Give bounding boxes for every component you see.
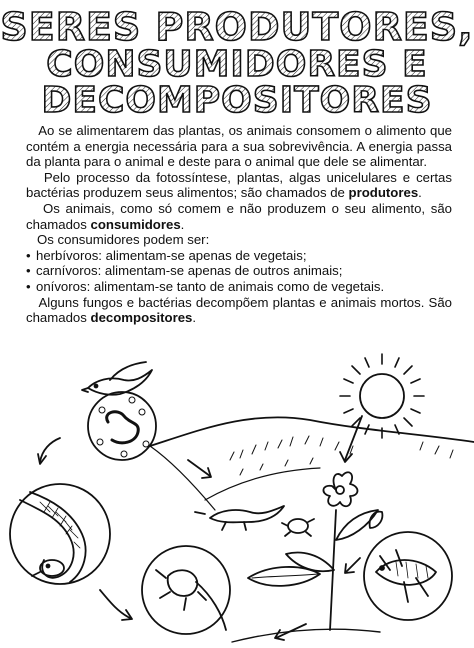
paragraph-1: Ao se alimentarem das plantas, os animais consomem o alimento que contém a energia necessária para a sua sobrevivência. A energia passa da planta para o animal e deste para o animal que dele se alimentar.	[26, 123, 452, 170]
insect-icon	[142, 546, 230, 634]
paragraph-5: Alguns fungos e bactérias decompõem plantas e animais mortos. São chamados decompositores.	[26, 294, 452, 326]
grasshopper-icon	[364, 532, 452, 620]
page-title	[0, 0, 474, 118]
term-consumidores: consumidores	[90, 216, 181, 232]
lizard-icon	[195, 506, 284, 530]
leaf-icon	[248, 567, 320, 586]
paragraph-3: Os animais, como só comem e não produzem o seu alimento, são chamados consumidores.	[26, 200, 452, 232]
hillside	[150, 417, 474, 446]
worm-icon	[88, 392, 156, 460]
snake-icon	[10, 484, 110, 584]
paragraph-2: Pelo processo da fotossíntese, plantas, algas unicelulares e certas bactérias produzem seus alimentos; são chamados de produtores.	[26, 169, 452, 201]
list-item: • onívoros: alimentam-se tanto de animais como de vegetais.	[26, 278, 385, 294]
bird-icon	[82, 362, 152, 395]
body-text	[26, 123, 452, 326]
list-item: • herbívoros: alimentam-se apenas de vegetais;	[26, 247, 307, 263]
paragraph-4: Os consumidores podem ser:	[37, 232, 210, 248]
title-line-2: CONSUMIDORES E	[46, 44, 428, 85]
title-line-3: DECOMPOSITORES	[41, 80, 433, 118]
term-decompositores: decompositores	[90, 310, 193, 326]
arrow-icon	[188, 460, 211, 478]
beetle-icon	[282, 519, 314, 536]
flower-icon	[286, 472, 382, 630]
title-line-1: SERES PRODUTORES,	[0, 5, 474, 49]
sun-icon	[340, 354, 424, 438]
list-item: • carnívoros: alimentam-se apenas de outros animais;	[26, 263, 343, 279]
arrow-icon	[100, 590, 132, 620]
term-produtores: produtores	[348, 185, 419, 201]
arrow-icon	[38, 438, 60, 464]
arrow-icon	[340, 416, 362, 462]
food-chain-illustration	[0, 350, 474, 648]
